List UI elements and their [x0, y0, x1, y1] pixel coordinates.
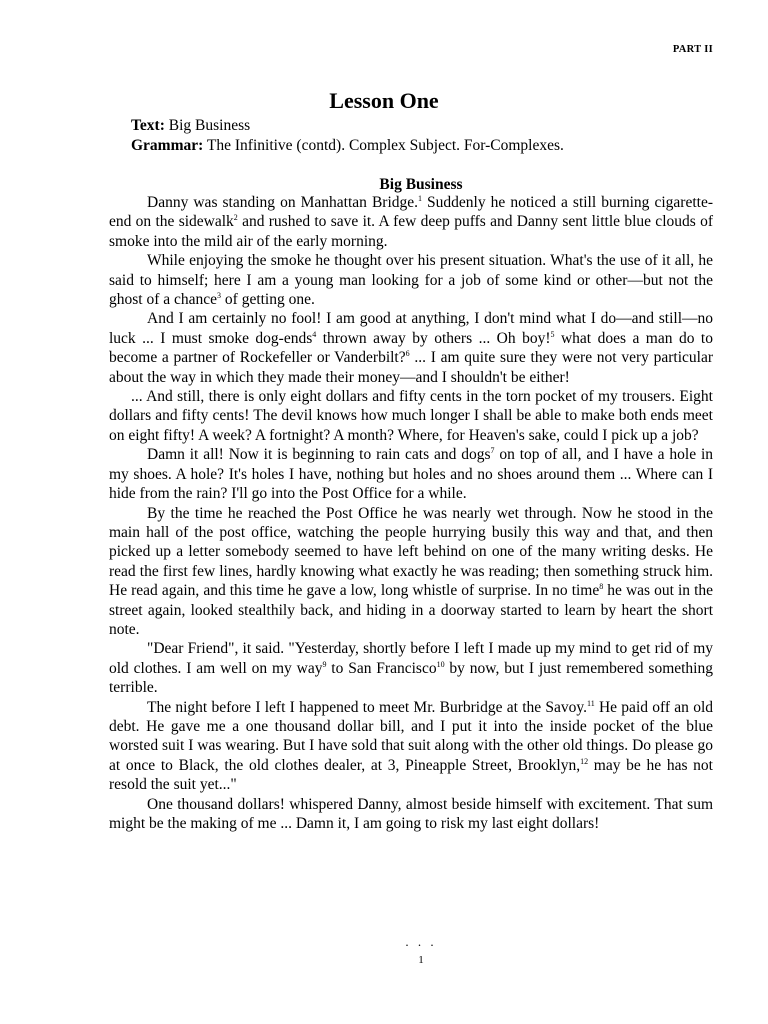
footnote-ref: 3 [217, 291, 222, 301]
paragraph: "Dear Friend", it said. "Yesterday, shortly before I left I made up my mind to get rid of my old clothes. I am well on my way$^9$ to San Francisco$^{10}$ by now, but I just remembered something terrible. [109, 640, 713, 697]
grammar-line [131, 136, 564, 156]
paragraph: Danny was standing on Manhattan Bridge.$^1$ Suddenly he noticed a still burning cigarette-end on the sidewalk$^2$ and rushed to save it. A few deep puffs and Danny sent little blue clouds of smoke into the mild air of the early morning. [109, 194, 713, 250]
footnote-ref: 7 [490, 446, 495, 456]
lesson-title: Lesson One [329, 88, 439, 113]
grammar-label: Grammar: [131, 137, 204, 154]
footnote-ref: 9 [322, 659, 327, 669]
footnote-ref: 6 [405, 349, 410, 359]
lesson-meta [131, 116, 564, 156]
paragraph: One thousand dollars! whispered Danny, almost beside himself with excitement. That sum might be the making of me ... Damn it, I am going to risk my last eight dollars! [109, 795, 713, 832]
section-separator: . . . [405, 934, 437, 949]
paragraph: While enjoying the smoke he thought over his present situation. What's the use of it all, he said to himself; here I am a young man looking for a job of some kind or other—but not the ghost of a chance$^3$ of getting one. [109, 252, 713, 309]
footnote-ref: 5 [550, 329, 555, 339]
page-number: 1 [418, 954, 424, 966]
paragraph: ... And still, there is only eight dollars and fifty cents in the torn pocket of my trousers. Eight dollars and fifty cents! The devil knows how much longer I shall be able to make both ends meet on eight fifty! A week? A fortnight? A month? Where, for Heaven's sake, could I pick up a job? [109, 388, 713, 444]
paragraph: Damn it all! Now it is beginning to rain cats and dogs$^7$ on top of all, and I have a hole in my shoes. A hole? It's holes I have, nothing but holes and no shoes around them ... Where can I hide from the rain? I'll go into the Post Office for a while. [109, 446, 714, 503]
footnote-ref: 4 [312, 329, 317, 339]
footnote-ref: 11 [587, 698, 595, 708]
footnote-ref: 12 [580, 756, 589, 766]
story-body [109, 193, 713, 833]
footnote-ref: 8 [599, 582, 604, 592]
paragraph: And I am certainly no fool! I am good at anything, I don't mind what I do—and still—no luck ... I must smoke dog-ends$^4$ thrown away by others ... Oh boy!$^5$ what does a man do to become a partner of Rockefeller or Vanderbilt?$^6$ ... I am quite sure they were not very particular about the way in which they made their money—and I shouldn't be either! [109, 310, 713, 386]
text-value: Big Business [164, 117, 251, 134]
story-title: Big Business [379, 176, 463, 193]
grammar-value: The Infinitive (contd). Complex Subject. For-Complexes. [203, 137, 564, 154]
text-label: Text: [131, 117, 165, 134]
footnote-ref: 1 [418, 194, 423, 203]
footnote-ref: 10 [436, 659, 445, 669]
paragraph: The night before I left I happened to meet Mr. Burbridge at the Savoy.$^{11}$ He paid off an old debt. He gave me a one thousand dollar bill, and I put it into the inside pocket of the blue worsted suit I was wearing. But I have sold that suit along with the other old things. Do please go at once to Black, the old clothes dealer, at 3, Pineapple Street, Brooklyn,$^{12}$ may be he has not resold the suit yet..." [109, 698, 714, 794]
footnote-ref: 2 [233, 213, 238, 223]
text-line [131, 116, 564, 136]
paragraph: By the time he reached the Post Office he was nearly wet through. Now he stood in the main hall of the post office, watching the people hurrying busily this way and that, and then picked up a letter somebody seemed to have left behind on one of the many writing desks. He read the first few lines, hardly knowing what exactly he was reading; then something struck him. He read again, and this time he gave a low, long whistle of surprise. In no time$^8$ he was out in the street again, looked stealthily back, and hiding in a doorway started to learn by heart the short note. [109, 504, 713, 638]
part-heading: PART II [672, 44, 713, 55]
